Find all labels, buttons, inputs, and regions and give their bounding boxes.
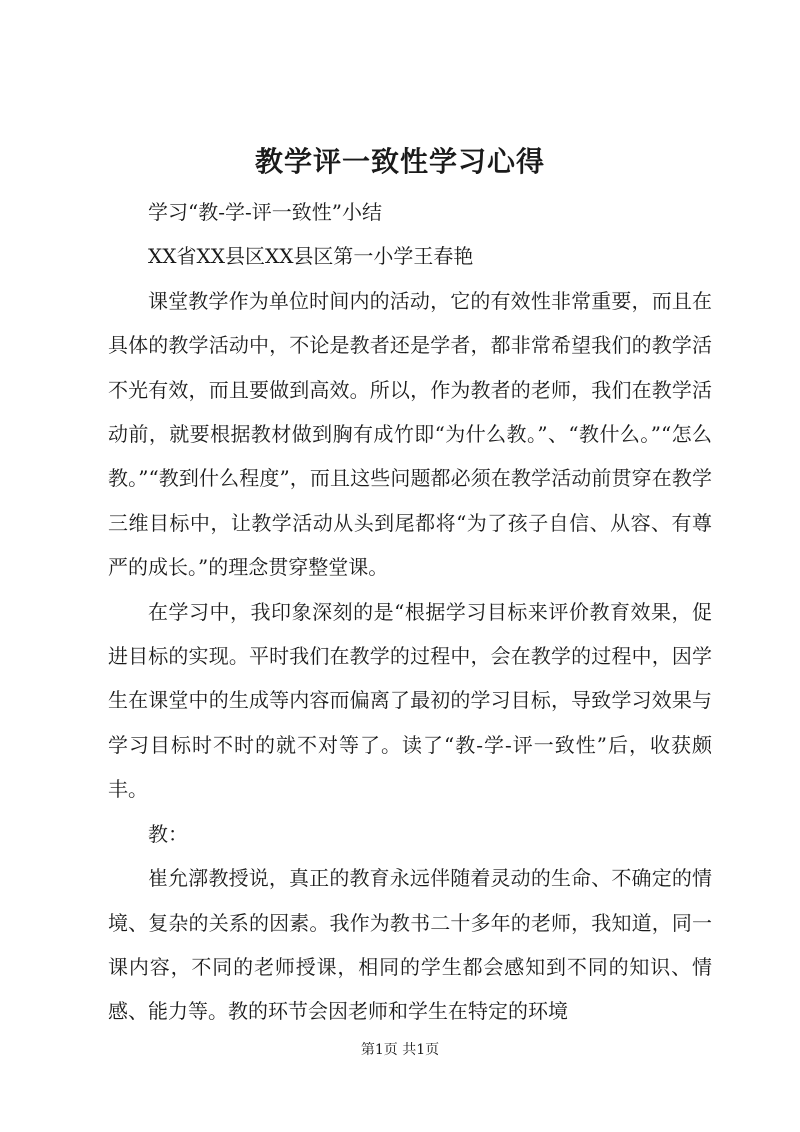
page-footer: 第1页 共1页 (360, 1042, 440, 1058)
document-title: 教学评一致性学习心得 (254, 145, 545, 178)
author-paragraph: XX省XX县区XX县区第一小学王春艳 (148, 244, 474, 269)
subtitle-paragraph: 学习“教-学-评一致性”小结 (148, 200, 382, 224)
section-heading-teach: 教： (148, 821, 188, 846)
body-paragraph-1: 课堂教学作为单位时间内的活动，它的有效性非常重要，而且在具体的教学活动中，不论是教者还是学者，都非常希望我们的教学活不光有效，而且要做到高效。所以，作为教者的老师，我们在教学活动前，就要根据教材做到胸有成竹即“为什么教。”、“教什么。”“怎么教。”“教到什么程度”，而且这些问题都必须在教学活动前贯穿在教学三维目标中，让教学活动从头到尾都将“为了孩子自信、从容、有尊严的成长。”的理念贯穿整堂课。 (108, 288, 712, 580)
document-body (108, 190, 712, 1034)
body-paragraph-3: 崔允漷教授说，真正的教育永远伴随着灵动的生命、不确定的情境、复杂的关系的因素。我作为教书二十多年的老师，我知道，同一课内容，不同的老师授课，相同的学生都会感知到不同的知识、情感、能力等。教的环节会因老师和学生在特定的环境 (108, 866, 712, 1024)
body-paragraph-2: 在学习中，我印象深刻的是“根据学习目标来评价教育效果，促进目标的实现。平时我们在教学的过程中，会在教学的过程中，因学生在课堂中的生成等内容而偏离了最初的学习目标，导致学习效果与学习目标时不时的就不对等了。读了“教-学-评一致性”后，收获颇丰。 (108, 599, 712, 802)
